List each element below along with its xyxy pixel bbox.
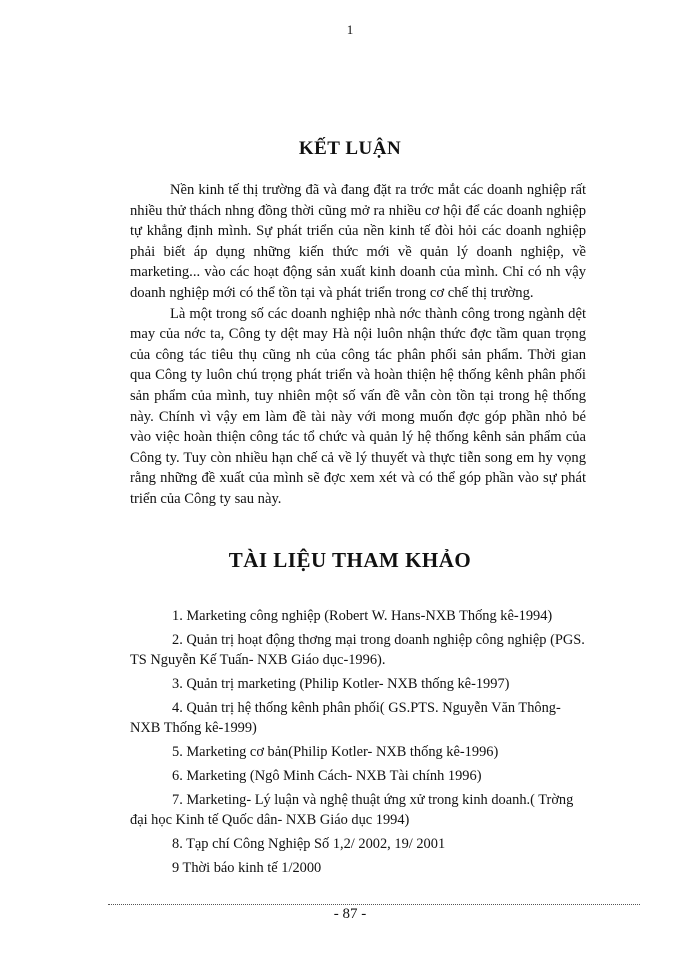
conclusion-paragraph: Là một trong số các doanh nghiệp nhà nớc thành công trong ngành dệt may của nớc ta, Công ty dệt may Hà nội luôn nhận thức đợc tầm quan trọng của công tác tiêu thụ cũng nh của công tác phân phối sản phẩm. Thời gian qua Công ty luôn chú trọng phát triển và hoàn thiện hệ thống kênh phân phối sản phẩm của mình, tuy nhiên một số vấn đề vẫn còn tồn tại trong hệ thống này. Chính vì vậy em làm đề tài này với mong muốn đợc góp phần nhỏ bé vào việc hoàn thiện công tác tổ chức và quản lý hệ thống kênh sản phẩm của Công ty. Tuy còn nhiều hạn chế cả về lý thuyết và thực tiễn song em hy vọng rằng những đề xuất của mình sẽ đợc xem xét và có thể góp phần vào sự phát triển của Công ty sau này. xyxy=(130,305,586,507)
conclusion-body xyxy=(130,180,586,510)
header-page-number: 1 xyxy=(346,22,354,37)
reference-item: 5. Marketing cơ bản(Philip Kotler- NXB thống kê-1996) xyxy=(172,744,499,760)
reference-item: 4. Quản trị hệ thống kênh phân phối( GS.PTS. Nguyễn Văn Thông- NXB Thống kê-1999) xyxy=(130,700,561,736)
footer-page-number: - 87 - xyxy=(333,906,367,922)
references-title: TÀI LIỆU THAM KHẢO xyxy=(228,548,472,572)
conclusion-paragraph: Nền kinh tế thị trường đã và đang đặt ra trớc mắt các doanh nghiệp rất nhiều thử thách nhng đồng thời cũng mở ra nhiều cơ hội để các doanh nghiệp tự khẳng định mình. Sự phát triển của nền kinh tế đòi hỏi các doanh nghiệp phải biết áp dụng những kiến thức mới về quản lý doanh nghiệp, về marketing... vào các hoạt động sản xuất kinh doanh của mình. Chỉ có nh vậy doanh nghiệp mới có thể tồn tại và phát triển trong cơ chế thị trường. xyxy=(130,182,586,301)
reference-item: 8. Tạp chí Công Nghiệp Số 1,2/ 2002, 19/ 2001 xyxy=(172,836,446,852)
reference-item: 6. Marketing (Ngô Minh Cách- NXB Tài chính 1996) xyxy=(172,768,482,784)
reference-item: 3. Quản trị marketing (Philip Kotler- NXB thống kê-1997) xyxy=(172,676,510,692)
reference-item: 7. Marketing- Lý luận và nghệ thuật ứng xử trong kinh doanh.( Trờng đại học Kinh tế Quốc dân- NXB Giáo dục 1994) xyxy=(130,792,574,828)
conclusion-title: KẾT LUẬN xyxy=(298,138,402,159)
reference-item: 2. Quản trị hoạt động thơng mại trong doanh nghiệp công nghiệp (PGS. TS Nguyễn Kế Tuấn- NXB Giáo dục-1996). xyxy=(130,632,585,668)
reference-item: 9 Thời báo kinh tế 1/2000 xyxy=(172,860,322,876)
footer-divider xyxy=(108,904,640,905)
reference-item: 1. Marketing công nghiệp (Robert W. Hans-NXB Thống kê-1994) xyxy=(172,608,553,624)
references-list xyxy=(130,606,590,882)
